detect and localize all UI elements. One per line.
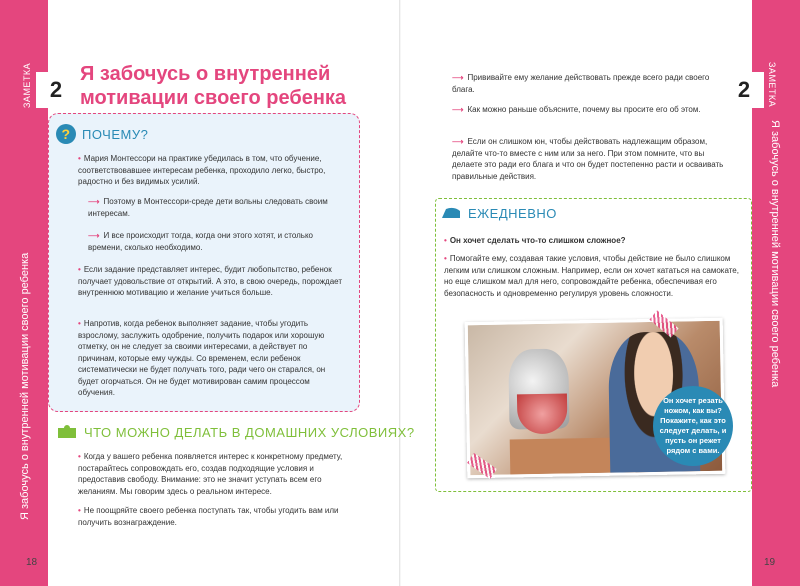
why-heading-label: ПОЧЕМУ?: [82, 126, 149, 142]
right-arrow-1-text: Прививайте ему желание действовать прежде всего ради своего блага.: [452, 73, 710, 94]
daily-heading-label: ЕЖЕДНЕВНО: [468, 205, 557, 221]
arrow-icon: ⟶: [452, 73, 464, 82]
home-paragraph-2: • Не поощряйте своего ребенка поступать так, чтобы угодить вам или получить вознаграждение.: [78, 505, 356, 528]
arrow-icon: ⟶: [88, 197, 100, 206]
why-arrow-2: [88, 230, 346, 253]
left-page-number: 18: [26, 557, 38, 568]
right-chapter-number: 2: [724, 72, 764, 108]
right-arrow-3-text: Если он слишком юн, чтобы действовать надлежащим образом, делайте что-то вместе с ним или за него. При этом помните, что вы делаете это ради его блага и что он будет постепенно расти и осваивать правильные действия.: [452, 137, 724, 181]
right-sidebar-title: Я забочусь о внутренней мотивации своего ребенка: [769, 120, 781, 388]
iron-icon: [440, 205, 462, 221]
why-heading: [56, 124, 148, 144]
daily-heading: [440, 205, 557, 221]
right-arrow-2-text: Как можно раньше объясните, почему вы просите его об этом.: [467, 105, 701, 114]
arrow-icon: ⟶: [452, 105, 464, 114]
caption-bubble: Он хочет резать ножом, как вы? Покажите, как это следует делать, и пусть он режет рядом с вами.: [653, 386, 733, 466]
left-sidebar-tag: ЗАМЕТКА: [22, 62, 32, 108]
home-heading-label: ЧТО МОЖНО ДЕЛАТЬ В ДОМАШНИХ УСЛОВИЯХ?: [84, 424, 415, 440]
home-heading: [56, 424, 415, 440]
why-arrow-1-text: Поэтому в Монтессори-среде дети вольны следовать своим интересам.: [88, 197, 328, 218]
why-paragraph-2: • Если задание представляет интерес, будит любопытство, ребенок получает удовольствие от открытий. А это, в свою очередь, порождает внутреннюю мотивацию и желание учиться больше.: [78, 264, 346, 299]
question-icon: ?: [56, 124, 76, 144]
left-chapter-number: 2: [36, 72, 76, 108]
why-paragraph-3: • Напротив, когда ребенок выполняет задание, чтобы угодить взрослому, заслужить одобрение, получить подарок или хорошую отметку, он не следует за своими интересами, а действует по причинам, которые ему чужды. Со временем, если ребенок систематически не будет получать того, ради чего он старался, он будет огорчаться. Он не будет мотивирован самим процессом обучения.: [78, 318, 346, 399]
why-paragraph-1: • Мария Монтессори на практике убедилась в том, что обучение, соответствовавшее интересам ребенка, проходило легко, быстро, радостно и без видимых усилий.: [78, 153, 346, 188]
right-page-number: 19: [764, 557, 776, 568]
page-title: Я забочусь о внутренней мотивации своего ребенка: [80, 63, 347, 109]
puzzle-icon: [56, 424, 78, 440]
arrow-icon: ⟶: [88, 231, 100, 240]
right-sidebar-tag: ЗАМЕТКА: [767, 62, 777, 108]
why-arrow-2-text: И все происходит тогда, когда они этого хотят, и столько времени, сколько необходимо.: [88, 231, 313, 252]
why-arrow-1: [88, 196, 346, 219]
daily-paragraph: • Помогайте ему, создавая такие условия, чтобы действие не было слишком легким или слишком сложным. Например, если он хочет кататься на самокате, но еще слишком мал для него, сопровождайте ребенка, обеспечивая его безопасность и одновременно регулируя уровень сложности.: [444, 253, 740, 299]
arrow-icon: ⟶: [452, 137, 464, 146]
right-arrow-3: [452, 136, 724, 182]
book-spine: [399, 0, 401, 586]
left-sidebar-title: Я забочусь о внутренней мотивации своего ребенка: [19, 252, 31, 520]
daily-question: • Он хочет сделать что-то слишком сложное?: [444, 235, 740, 247]
home-paragraph-1: • Когда у вашего ребенка появляется интерес к конкретному предмету, постарайтесь сопровождать его, создав подходящие условия и предоставив свободу. Внимание: это не значит уступать всем его желаниям. Мы говорим здесь о реальном интересе.: [78, 451, 356, 497]
right-arrow-1: [452, 72, 724, 95]
right-arrow-2: [452, 104, 724, 116]
